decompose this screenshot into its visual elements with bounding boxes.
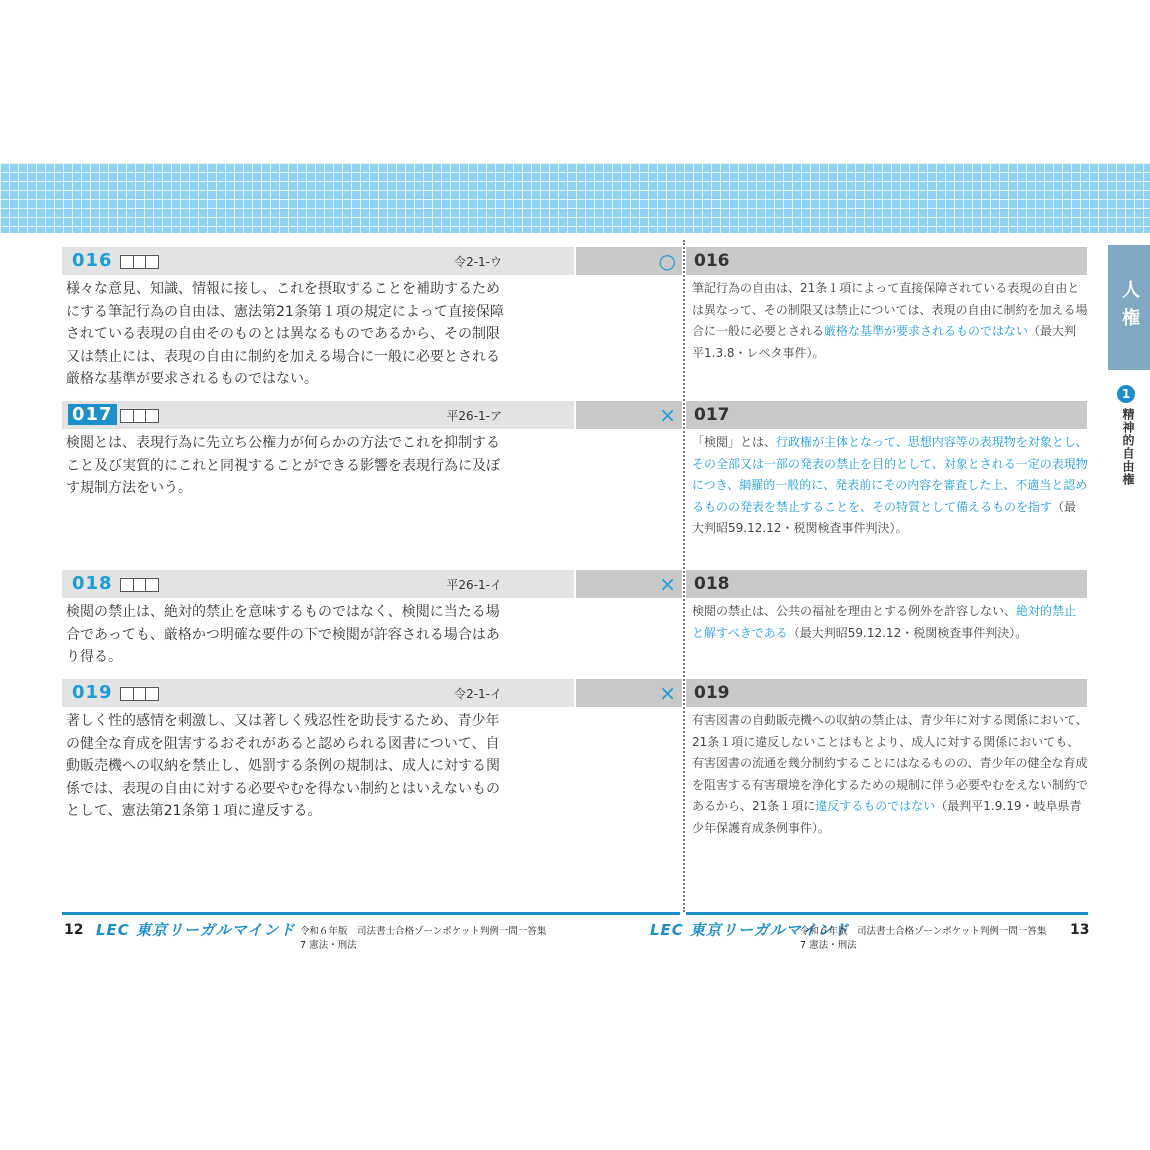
book-title: 令和６年版 司法書士合格ゾーンポケット判例一問一答集	[300, 926, 547, 937]
book-subtitle: 7 憲法・刑法	[800, 940, 857, 951]
question-source: 令2-1-ウ	[454, 255, 502, 269]
question-bar-018	[62, 570, 574, 598]
section-number-badge: 1	[1117, 385, 1135, 403]
wrong-mark-icon: ×	[659, 681, 676, 705]
answer-text: 「検閲」とは、行政権が主体となって、思想内容等の表現物を対象とし、その全部又は一部の発表の禁止を目的として、対象とされる一定の表現物につき、網羅的一般的に、発表前にその内容を審査した上、不適当と認めるものの発表を禁止することを、その特質として備えるものを指す（最大判昭59.12.12・税関検査事件判決）。	[692, 435, 1088, 535]
answer-bar-016	[686, 247, 1087, 275]
correct-mark-icon: ○	[658, 249, 676, 273]
footer-rule-left	[62, 912, 680, 915]
answer-mark-cell	[576, 401, 682, 429]
answer-mark-cell	[576, 679, 682, 707]
question-bar-019	[62, 679, 574, 707]
chapter-tab[interactable]: 人権	[1108, 245, 1150, 370]
checkbox-group[interactable]	[120, 409, 158, 423]
page-divider	[683, 240, 685, 912]
answer-bar-019	[686, 679, 1087, 707]
answer-highlight: 厳格な基準が要求されるものではない	[824, 324, 1029, 338]
question-text: 検閲とは、表現行為に先立ち公権力が何らかの方法でこれを抑制すること及び実質的にこれと同視することができる影響を表現行為に及ぼす規制方法をいう。	[66, 435, 500, 496]
answer-highlight: 絶対的禁止と解すべきである	[692, 604, 1077, 640]
answer-highlight: 行政権が主体となって、思想内容等の表現物を対象とし、その全部又は一部の発表の禁止を目的として、対象とされる一定の表現物につき、網羅的一般的に、発表前にその内容を審査した上、不適当と認めるものの発表を禁止することを、その特質として備えるものを指す	[692, 435, 1088, 514]
question-source: 令2-1-イ	[454, 687, 502, 701]
answer-bar-017	[686, 401, 1087, 429]
answer-bar-018	[686, 570, 1087, 598]
answer-number: 018	[694, 574, 730, 594]
answer-text: 有害図書の自動販売機への収納の禁止は、青少年に対する関係において、21条１項に違反しないことはもとより、成人に対する関係においても、有害図書の流通を幾分制約することにはなるものの、青少年の健全な育成を阻害する有害環境を浄化するための規制に伴う必要やむをえない制約であるから、21条１項に違反するものではない（最判平1.9.19・岐阜県青少年保護育成条例事件）。	[692, 713, 1089, 835]
answer-number: 019	[694, 683, 730, 703]
question-bar-017	[62, 401, 574, 429]
answer-number: 016	[694, 251, 730, 271]
checkbox-group[interactable]	[120, 687, 158, 701]
question-text: 検閲の禁止は、絶対的禁止を意味するものではなく、検閲に当たる場合であっても、厳格かつ明確な要件の下で検閲が許容される場合はあり得る。	[66, 604, 500, 665]
book-subtitle: 7 憲法・刑法	[300, 940, 357, 951]
page-number-right: 13	[1070, 922, 1090, 938]
question-number: 019	[72, 682, 113, 703]
answer-mark-cell	[576, 247, 682, 275]
footer-rule-right	[686, 912, 1088, 915]
question-number: 017	[68, 404, 117, 425]
question-bar-016	[62, 247, 574, 275]
book-title: 令和６年版 司法書士合格ゾーンポケット判例一問一答集	[800, 926, 1047, 937]
question-number: 018	[72, 573, 113, 594]
checkbox-group[interactable]	[120, 255, 158, 269]
lec-logo: LEC 東京リーガルマインド	[650, 921, 850, 939]
question-number: 016	[72, 250, 113, 271]
answer-text: 筆記行為の自由は、21条１項によって直接保障されている表現の自由とは異なって、その制限又は禁止については、表現の自由に制約を加える場合に一般に必要とされる厳格な基準が要求されるものではない（最大判平1.3.8・レペタ事件）。	[692, 281, 1088, 360]
section-title: 精神的自由権	[1121, 408, 1135, 486]
question-text: 著しく性的感情を刺激し、又は著しく残忍性を助長するため、青少年の健全な育成を阻害するおそれがあると認められる図書について、自動販売機への収納を禁止し、処罰する条例の規制は、成人に対する関係では、表現の自由に対する必要やむを得ない制約とはいえないものとして、憲法第21条第１項に違反する。	[66, 713, 500, 819]
answer-mark-cell	[576, 570, 682, 598]
answer-number: 017	[694, 405, 730, 425]
checkbox-group[interactable]	[120, 578, 158, 592]
question-text: 様々な意見、知識、情報に接し、これを摂取することを補助するためにする筆記行為の自由は、憲法第21条第１項の規定によって直接保障されている表現の自由そのものとは異なるものであるから、その制限又は禁止には、表現の自由に制約を加える場合に一般に必要とされる厳格な基準が要求されるものではない。	[66, 281, 504, 387]
lec-logo: LEC 東京リーガルマインド	[96, 921, 296, 939]
answer-highlight: 違反するものではない	[815, 799, 936, 813]
wrong-mark-icon: ×	[659, 572, 676, 596]
header-grid-band	[0, 163, 1150, 233]
answer-text: 検閲の禁止は、公共の福祉を理由とする例外を許容しない、絶対的禁止と解すべきである（最大判昭59.12.12・税関検査事件判決）。	[692, 604, 1077, 640]
page-number-left: 12	[64, 922, 84, 938]
question-source: 平26-1-ア	[446, 409, 502, 423]
question-source: 平26-1-イ	[446, 578, 502, 592]
wrong-mark-icon: ×	[659, 403, 676, 427]
